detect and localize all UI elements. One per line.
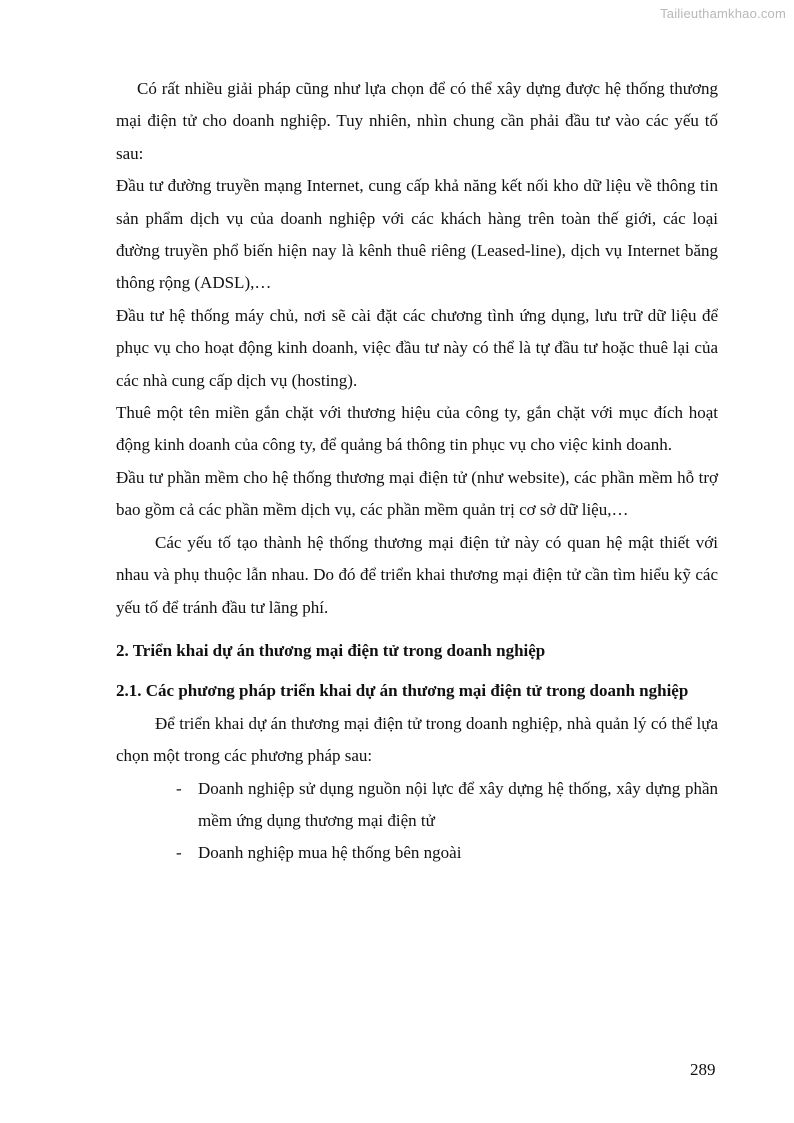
paragraph-methods-intro: Để triển khai dự án thương mại điện tử trong doanh nghiệp, nhà quản lý có thể lựa chọn một trong các phương pháp sau:	[116, 713, 718, 766]
page-number: 289	[690, 1060, 716, 1079]
list-item-text: Doanh nghiệp mua hệ thống bên ngoài	[198, 843, 462, 863]
paragraph-network-investment: Đầu tư đường truyền mạng Internet, cung cấp khả năng kết nối kho dữ liệu về thông tin sản phẩm dịch vụ của doanh nghiệp với các khách hàng trên toàn thế giới, các loại đường truyền phổ biến hiện nay là kênh thuê riêng (Leased-line), dịch vụ Internet băng thông rộng (ADSL),…	[116, 176, 718, 293]
watermark: Tailieuthamkhao.com	[660, 6, 786, 21]
list-item-text: Doanh nghiệp sử dụng nguồn nội lực để xây dựng hệ thống, xây dựng phần mềm ứng dụng thương mại điện tử	[198, 778, 718, 830]
bullet-dash: -	[176, 778, 182, 798]
methods-list	[116, 773, 718, 870]
bullet-dash: -	[176, 843, 182, 863]
paragraph-server-investment: Đầu tư hệ thống máy chủ, nơi sẽ cài đặt các chương tình ứng dụng, lưu trữ dữ liệu để phục vụ cho hoạt động kinh doanh, việc đầu tư này có thể là tự đầu tư hoặc thuê lại của các nhà cung cấp dịch vụ (hosting).	[116, 305, 718, 390]
section-heading-2: 2. Triển khai dự án thương mại điện tử trong doanh nghiệp	[116, 640, 546, 660]
list-item	[116, 773, 718, 838]
section-heading-2-1: 2.1. Các phương pháp triển khai dự án thương mại điện tử trong doanh nghiệp	[116, 681, 689, 701]
paragraph-factors-relation: Các yếu tố tạo thành hệ thống thương mại điện tử này có quan hệ mật thiết với nhau và phụ thuộc lẫn nhau. Do đó để triển khai thương mại điện tử cần tìm hiểu kỹ các yếu tố để tránh đầu tư lãng phí.	[116, 532, 718, 617]
paragraph-software-investment: Đầu tư phần mềm cho hệ thống thương mại điện tử (như website), các phần mềm hỗ trợ bao gồm cả các phần mềm dịch vụ, các phần mềm quản trị cơ sở dữ liệu,…	[116, 467, 718, 520]
list-item	[116, 837, 718, 869]
paragraph-domain-name: Thuê một tên miền gắn chặt với thương hiệu của công ty, gắn chặt với mục đích hoạt động kinh doanh của công ty, để quảng bá thông tin phục vụ cho việc kinh doanh.	[116, 403, 718, 455]
document-page	[116, 73, 718, 870]
intro-paragraph: Có rất nhiều giải pháp cũng như lựa chọn để có thể xây dựng được hệ thống thương mại điện tử cho doanh nghiệp. Tuy nhiên, nhìn chung cần phải đầu tư vào các yếu tố sau:	[116, 79, 718, 163]
